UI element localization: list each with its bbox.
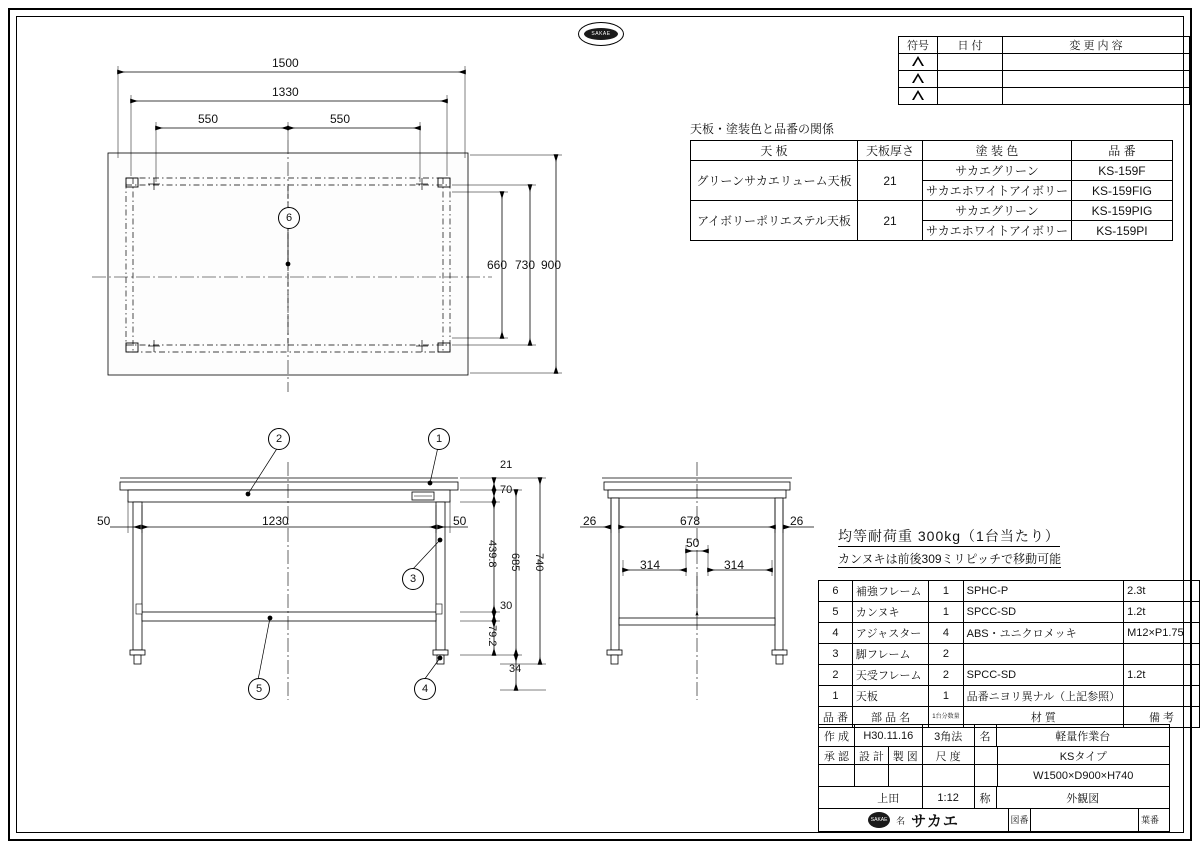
dim-740: 740 xyxy=(533,553,545,572)
dim-660: 660 xyxy=(487,258,508,272)
created-date: H30.11.16 xyxy=(855,725,923,746)
dim-34: 34 xyxy=(509,663,522,675)
view-name: 外観図 xyxy=(1066,792,1100,805)
parts-header-material: 材 質 xyxy=(963,707,1123,728)
balloon-5: 5 xyxy=(248,678,270,700)
color-header-paint: 塗 装 色 xyxy=(923,141,1072,161)
company-small-label: 名 xyxy=(896,815,906,826)
parts-header-remark: 備 考 xyxy=(1124,707,1200,728)
dim-26-left: 26 xyxy=(583,514,597,528)
part-no: 2 xyxy=(819,665,853,686)
sakae-mark-icon: SAKAE xyxy=(868,812,890,828)
part-qty: 4 xyxy=(929,623,963,644)
part-name: 脚フレーム xyxy=(852,644,928,665)
part-material: SPCC-SD xyxy=(963,602,1123,623)
color-code: KS-159FIG xyxy=(1071,181,1172,201)
dim-1230: 1230 xyxy=(262,514,289,528)
drawer-name: 上田 xyxy=(855,787,923,808)
balloon-1: 1 xyxy=(428,428,450,450)
color-top-name: アイボリーポリエステル天板 xyxy=(691,201,858,241)
balloon-4: 4 xyxy=(414,678,436,700)
color-paint: サカエグリーン xyxy=(923,161,1072,181)
company-name: サカエ xyxy=(911,812,959,830)
revision-header-mark: 符号 xyxy=(899,37,938,54)
dim-900: 900 xyxy=(541,258,562,272)
draw-label: 製 図 xyxy=(889,747,923,764)
dim-678: 678 xyxy=(680,514,701,528)
revision-header-content: 変 更 内 容 xyxy=(1003,37,1190,54)
parts-header-name: 部 品 名 xyxy=(852,707,928,728)
color-paint: サカエグリーン xyxy=(923,201,1072,221)
balloon-6: 6 xyxy=(278,207,300,229)
part-qty: 2 xyxy=(929,665,963,686)
dim-730: 730 xyxy=(515,258,536,272)
part-remark: 1.2t xyxy=(1124,665,1200,686)
approve-label: 承 認 xyxy=(819,747,855,764)
dim-1500: 1500 xyxy=(272,56,299,70)
part-material: 品番ニヨリ異ナル（上記参照） xyxy=(963,686,1123,707)
part-material: ABS・ユニクロメッキ xyxy=(963,623,1123,644)
created-label: 作 成 xyxy=(819,725,855,746)
dim-50-side: 50 xyxy=(686,536,700,550)
dim-685: 685 xyxy=(509,553,521,572)
color-paint: サカエホワイトアイボリー xyxy=(923,221,1072,241)
parts-header-no: 品 番 xyxy=(819,707,853,728)
part-material: SPHC-P xyxy=(963,581,1123,602)
design-label: 設 計 xyxy=(855,747,889,764)
dim-21: 21 xyxy=(500,459,513,471)
part-name: カンヌキ xyxy=(852,602,928,623)
part-no: 3 xyxy=(819,644,853,665)
dim-79-2: 79.2 xyxy=(486,625,498,647)
part-no: 1 xyxy=(819,686,853,707)
part-remark: 2.3t xyxy=(1124,581,1200,602)
sakae-logo-text: SAKAE xyxy=(584,28,618,40)
dim-50-left: 50 xyxy=(97,514,111,528)
part-qty: 1 xyxy=(929,686,963,707)
color-header-thickness: 天板厚さ xyxy=(858,141,923,161)
product-type: KSタイプ xyxy=(997,747,1170,764)
sheet-no-label: 葉番 xyxy=(1140,814,1159,825)
part-qty: 1 xyxy=(929,602,963,623)
part-qty: 1 xyxy=(929,581,963,602)
part-remark: M12×P1.75 xyxy=(1124,623,1200,644)
color-top-name: グリーンサカエリューム天板 xyxy=(691,161,858,201)
balloon-2: 2 xyxy=(268,428,290,450)
revision-header-date: 日 付 xyxy=(938,37,1003,54)
balloon-3: 3 xyxy=(402,568,424,590)
projection-method: 3角法 xyxy=(923,725,975,746)
scale-label: 尺 度 xyxy=(923,747,975,764)
part-qty: 2 xyxy=(929,644,963,665)
dim-50-right: 50 xyxy=(453,514,467,528)
title-label: 称 xyxy=(975,787,997,808)
dim-314-right: 314 xyxy=(724,558,745,572)
color-code: KS-159PI xyxy=(1071,221,1172,241)
color-header-top: 天 板 xyxy=(691,141,858,161)
name-label: 名 xyxy=(975,725,997,746)
part-no: 4 xyxy=(819,623,853,644)
part-no: 5 xyxy=(819,602,853,623)
color-thickness: 21 xyxy=(858,161,923,201)
dim-30: 30 xyxy=(500,600,513,612)
dim-70: 70 xyxy=(500,484,513,496)
color-table-caption: 天板・塗装色と品番の関係 xyxy=(690,122,835,136)
color-code: KS-159PIG xyxy=(1071,201,1172,221)
dim-550-left: 550 xyxy=(198,112,219,126)
color-thickness: 21 xyxy=(858,201,923,241)
color-header-code: 品 番 xyxy=(1071,141,1172,161)
dim-314-left: 314 xyxy=(640,558,661,572)
part-name: 天受フレーム xyxy=(852,665,928,686)
dim-550-right: 550 xyxy=(330,112,351,126)
part-name: 補強フレーム xyxy=(852,581,928,602)
scale-value: 1:12 xyxy=(923,787,975,808)
dim-26-right: 26 xyxy=(790,514,804,528)
note-load-capacity: 均等耐荷重 300kg（1台当たり） xyxy=(838,526,1060,547)
note-kannuki: カンヌキは前後309ミリピッチで移動可能 xyxy=(838,552,1062,566)
part-no: 6 xyxy=(819,581,853,602)
color-code: KS-159F xyxy=(1071,161,1172,181)
product-name: 軽量作業台 xyxy=(1055,730,1111,743)
dim-439-8: 439.8 xyxy=(486,540,498,568)
drawing-no-label: 図番 xyxy=(1009,809,1031,831)
part-name: 天板 xyxy=(852,686,928,707)
part-remark: 1.2t xyxy=(1124,602,1200,623)
part-name: アジャスター xyxy=(852,623,928,644)
parts-header-qty: 1台分数量 xyxy=(929,707,963,728)
dim-1330: 1330 xyxy=(272,85,299,99)
product-size: W1500×D900×H740 xyxy=(997,765,1170,786)
color-paint: サカエホワイトアイボリー xyxy=(923,181,1072,201)
part-material: SPCC-SD xyxy=(963,665,1123,686)
